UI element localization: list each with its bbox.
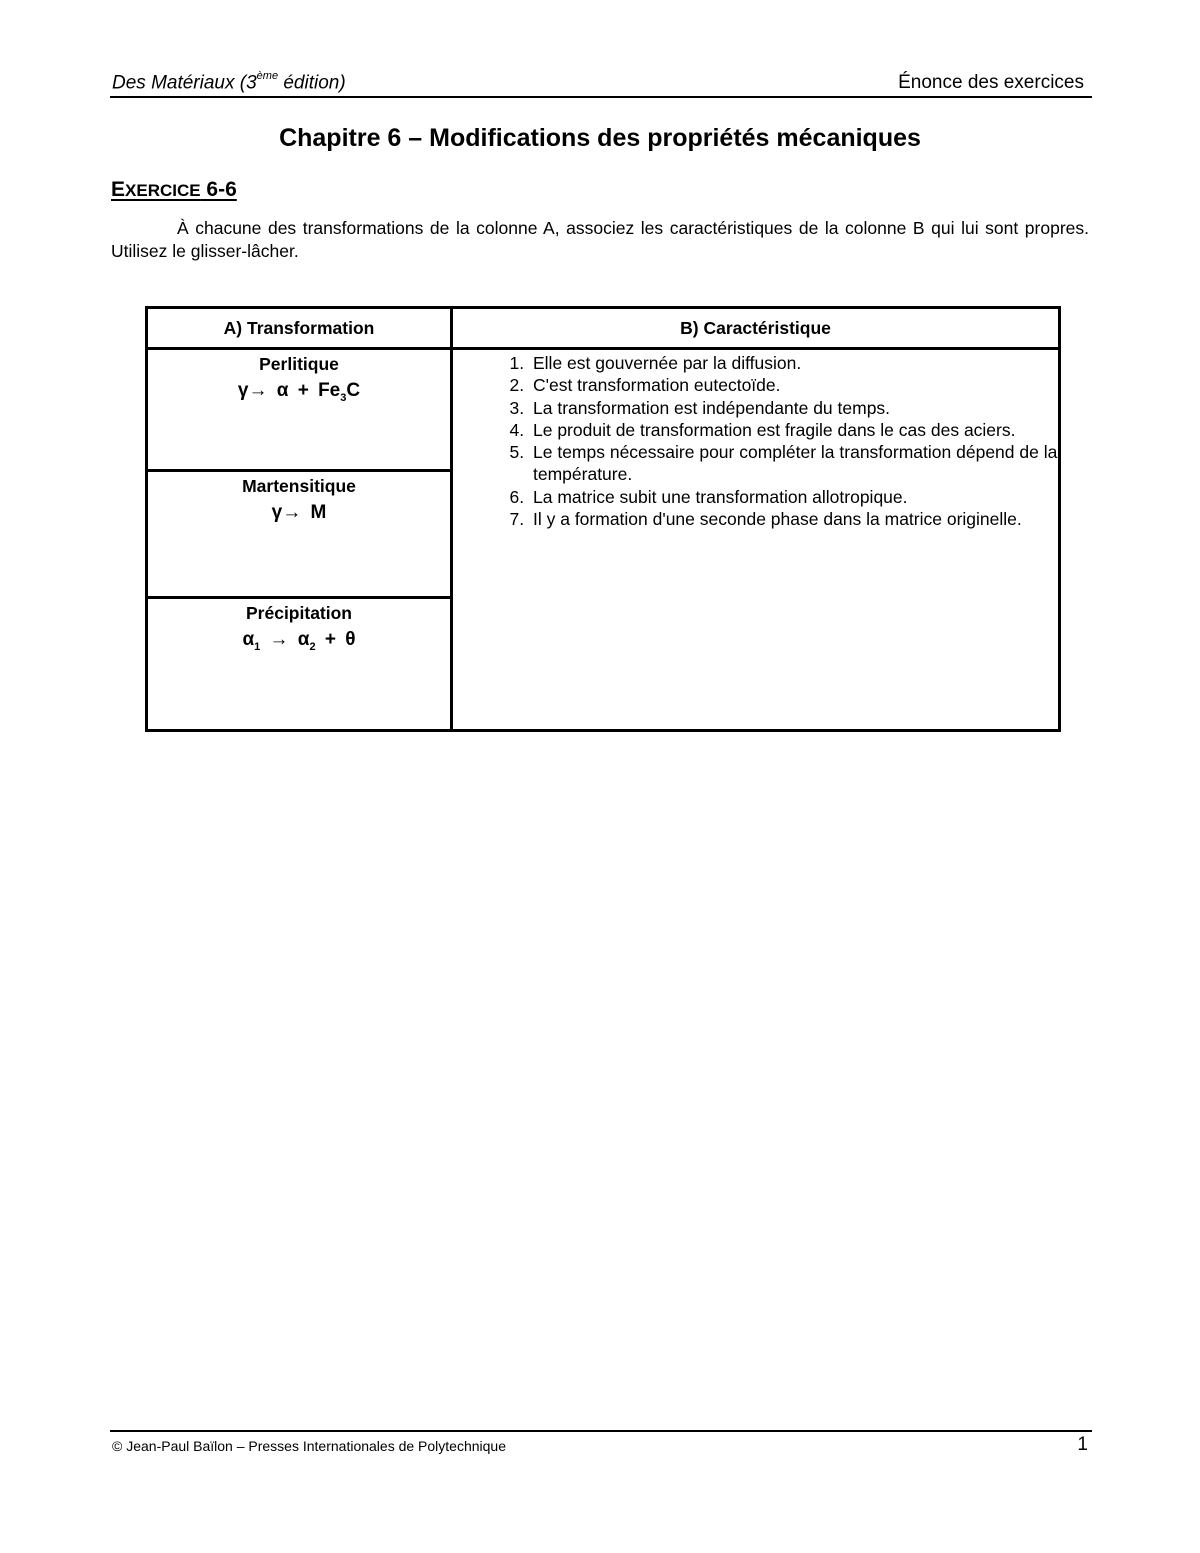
- page-footer: [110, 1430, 1092, 1460]
- transformation-equation: $\gamma\to \alpha + Fe_3C$: [237, 380, 361, 404]
- transformation-equation: γ→ M: [271, 502, 327, 523]
- transformation-name: Précipitation: [246, 603, 352, 623]
- table-header-row: [147, 308, 1060, 349]
- drop-target-precipitation[interactable]: [147, 598, 452, 731]
- page-number: 1: [1077, 1434, 1088, 1455]
- characteristic-item[interactable]: 5. Le temps nécessaire pour compléter la transformation dépend de la température.: [529, 441, 1058, 486]
- characteristic-item[interactable]: 3. La transformation est indépendante du temps.: [529, 397, 1058, 419]
- characteristic-item[interactable]: 6. La matrice subit une transformation allotropique.: [529, 486, 1058, 508]
- chapter-title: Chapitre 6 – Modifications des propriétés mécaniques: [279, 124, 921, 152]
- characteristic-item[interactable]: 2. C'est transformation eutectoïde.: [529, 374, 1058, 396]
- table-row: [147, 349, 1060, 471]
- drop-target-martensitique[interactable]: [147, 471, 452, 598]
- characteristic-item[interactable]: 1. Elle est gouvernée par la diffusion.: [529, 352, 1058, 374]
- copyright-notice: © Jean-Paul Baïlon – Presses Internationales de Polytechnique: [112, 1438, 507, 1454]
- book-title: Des Matériaux (3ème édition): [112, 70, 346, 94]
- characteristic-item[interactable]: 4. Le produit de transformation est fragile dans le cas des aciers.: [529, 419, 1058, 441]
- characteristics-list: [453, 352, 1058, 530]
- section-title: Énonce des exercices: [898, 72, 1084, 93]
- exercise-instructions: À chacune des transformations de la colonne A, associez les caractéristiques de la colonne B qui lui sont propres. Utilisez le glisser-lâcher.: [111, 218, 1089, 261]
- column-a-header: A) Transformation: [147, 308, 452, 349]
- column-b-header: B) Caractéristique: [452, 308, 1060, 349]
- characteristic-item[interactable]: 7. Il y a formation d'une seconde phase dans la matrice originelle.: [529, 508, 1058, 530]
- transformation-equation: $\alpha_1 \to \alpha_2 + \theta$: [242, 629, 356, 653]
- page-header: [110, 70, 1092, 98]
- transformation-name: Perlitique: [259, 354, 339, 374]
- association-table: [145, 306, 1061, 732]
- transformation-name: Martensitique: [242, 476, 356, 496]
- drop-target-perlitique[interactable]: [147, 349, 452, 471]
- characteristics-cell: [452, 349, 1060, 731]
- exercise-title: EXERCICE 6-6: [111, 178, 237, 201]
